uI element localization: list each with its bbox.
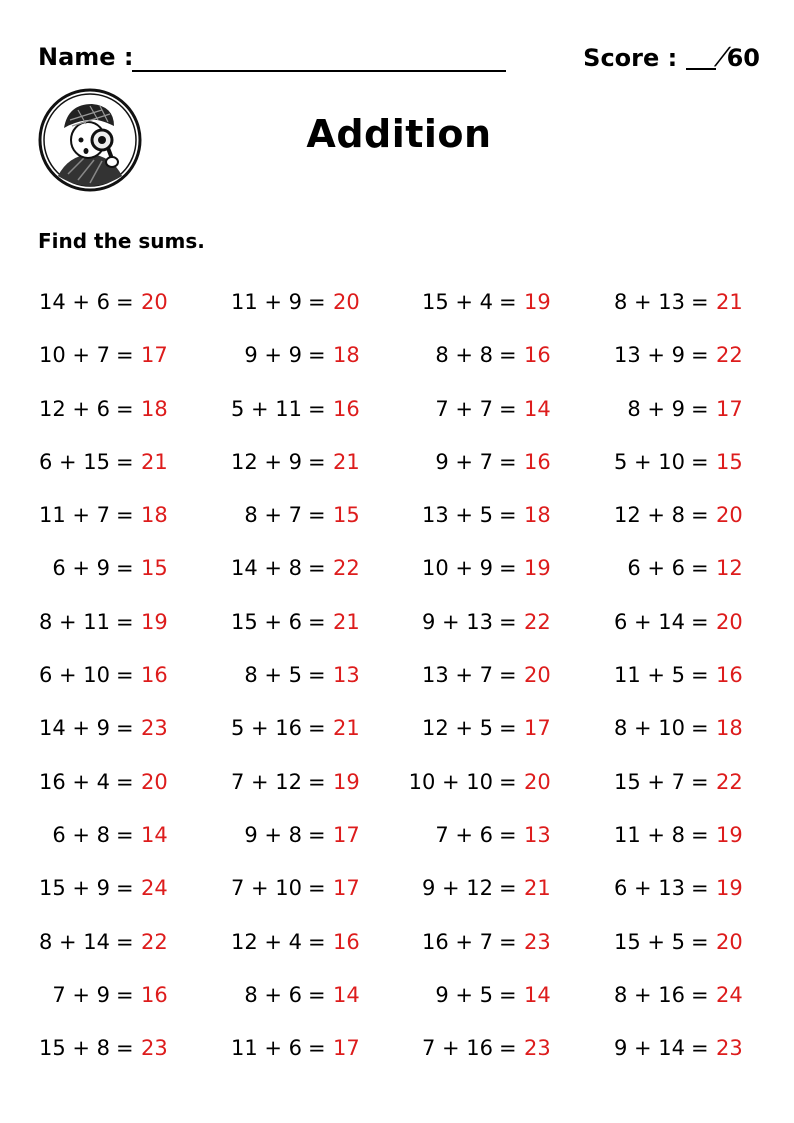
problem-answer: 14: [524, 396, 551, 421]
problem-answer: 13: [333, 663, 360, 688]
problem-answer: 17: [716, 396, 743, 421]
problem-item: [603, 545, 763, 591]
problem-item: [603, 652, 763, 698]
problem-expression: 8 + 14: [38, 929, 110, 954]
problem-item: [411, 332, 571, 378]
equals-sign: =: [691, 609, 709, 634]
problem-grid: [28, 279, 768, 1078]
problem-expression: 8 + 6: [244, 982, 302, 1007]
problem-expression: 8 + 7: [244, 503, 302, 528]
problem-item: [28, 332, 188, 378]
problem-item: [603, 972, 763, 1018]
problem-answer: 14: [333, 982, 360, 1007]
problem-expression: 15 + 4: [421, 290, 493, 314]
equals-sign: =: [308, 769, 326, 794]
problem-item: [220, 279, 380, 325]
equals-sign: =: [499, 396, 517, 421]
problem-item: [411, 705, 571, 751]
problem-answer: 20: [716, 929, 743, 954]
problem-answer: 23: [524, 1036, 551, 1061]
problem-expression: 10 + 7: [38, 343, 110, 368]
problem-expression: 9 + 13: [421, 609, 493, 634]
equals-sign: =: [116, 290, 134, 314]
problem-expression: 7 + 6: [435, 822, 493, 847]
problem-item: [220, 972, 380, 1018]
problem-item: [220, 492, 380, 538]
problem-answer: 19: [524, 290, 551, 314]
problem-answer: 18: [716, 716, 743, 741]
equals-sign: =: [499, 1036, 517, 1061]
equals-sign: =: [499, 503, 517, 528]
problem-answer: 18: [141, 396, 168, 421]
problem-item: [603, 279, 763, 325]
problem-expression: 8 + 10: [613, 716, 685, 741]
problem-answer: 19: [141, 609, 168, 634]
problem-item: [603, 1025, 763, 1071]
problem-item: [28, 279, 188, 325]
problem-item: [411, 439, 571, 485]
equals-sign: =: [691, 929, 709, 954]
equals-sign: =: [308, 290, 326, 314]
equals-sign: =: [499, 290, 517, 314]
equals-sign: =: [499, 343, 517, 368]
problem-answer: 21: [333, 609, 360, 634]
problem-answer: 23: [716, 1036, 743, 1061]
problem-item: [28, 865, 188, 911]
problem-expression: 10 + 9: [421, 556, 493, 581]
equals-sign: =: [499, 449, 517, 474]
score-total: 60: [726, 44, 760, 72]
problem-answer: 14: [524, 982, 551, 1007]
score-area: [583, 43, 760, 73]
equals-sign: =: [308, 503, 326, 528]
problem-item: [28, 759, 188, 805]
problem-item: [411, 386, 571, 432]
problem-expression: 7 + 12: [230, 769, 302, 794]
equals-sign: =: [499, 876, 517, 901]
equals-sign: =: [691, 396, 709, 421]
equals-sign: =: [308, 929, 326, 954]
equals-sign: =: [691, 503, 709, 528]
equals-sign: =: [116, 396, 134, 421]
equals-sign: =: [691, 663, 709, 688]
equals-sign: =: [308, 716, 326, 741]
problem-item: [603, 919, 763, 965]
problem-item: [220, 759, 380, 805]
problem-item: [411, 545, 571, 591]
equals-sign: =: [116, 982, 134, 1007]
equals-sign: =: [116, 449, 134, 474]
equals-sign: =: [499, 556, 517, 581]
equals-sign: =: [308, 663, 326, 688]
problem-expression: 6 + 8: [52, 822, 110, 847]
problem-row: [28, 279, 768, 332]
problem-row: [28, 1025, 768, 1078]
problem-answer: 13: [524, 822, 551, 847]
problem-answer: 16: [141, 663, 168, 688]
equals-sign: =: [116, 716, 134, 741]
problem-item: [603, 332, 763, 378]
problem-item: [28, 545, 188, 591]
name-label: Name :: [38, 43, 134, 71]
problem-row: [28, 972, 768, 1025]
problem-item: [603, 759, 763, 805]
problem-row: [28, 652, 768, 705]
problem-expression: 16 + 4: [38, 769, 110, 794]
problem-answer: 21: [333, 449, 360, 474]
problem-answer: 22: [716, 769, 743, 794]
problem-answer: 19: [716, 876, 743, 901]
equals-sign: =: [691, 290, 709, 314]
problem-row: [28, 865, 768, 918]
problem-answer: 18: [333, 343, 360, 368]
equals-sign: =: [116, 609, 134, 634]
problem-answer: 17: [524, 716, 551, 741]
equals-sign: =: [308, 556, 326, 581]
score-blank-line[interactable]: [686, 68, 716, 70]
problem-item: [220, 439, 380, 485]
problem-answer: 19: [716, 822, 743, 847]
problem-expression: 5 + 10: [613, 449, 685, 474]
problem-answer: 20: [333, 290, 360, 314]
problem-item: [603, 705, 763, 751]
problem-answer: 16: [524, 343, 551, 368]
problem-expression: 12 + 4: [230, 929, 302, 954]
problem-answer: 17: [333, 822, 360, 847]
problem-row: [28, 812, 768, 865]
equals-sign: =: [499, 716, 517, 741]
problem-answer: 20: [524, 769, 551, 794]
problem-row: [28, 759, 768, 812]
problem-answer: 20: [141, 290, 168, 314]
problem-row: [28, 545, 768, 598]
equals-sign: =: [691, 1036, 709, 1061]
problem-answer: 24: [141, 876, 168, 901]
problem-item: [603, 812, 763, 858]
problem-item: [220, 705, 380, 751]
problem-expression: 9 + 5: [435, 982, 493, 1007]
problem-item: [220, 652, 380, 698]
problem-expression: 9 + 7: [435, 449, 493, 474]
problem-expression: 9 + 14: [613, 1036, 685, 1061]
problem-answer: 17: [333, 1036, 360, 1061]
equals-sign: =: [691, 982, 709, 1007]
problem-expression: 6 + 13: [613, 876, 685, 901]
equals-sign: =: [691, 556, 709, 581]
problem-expression: 13 + 9: [613, 343, 685, 368]
problem-item: [220, 599, 380, 645]
header-row: [38, 40, 760, 80]
problem-item: [411, 812, 571, 858]
page-title: Addition: [306, 112, 492, 156]
problem-item: [603, 386, 763, 432]
problem-answer: 16: [141, 982, 168, 1007]
equals-sign: =: [499, 982, 517, 1007]
problem-answer: 16: [524, 449, 551, 474]
equals-sign: =: [308, 449, 326, 474]
equals-sign: =: [308, 396, 326, 421]
problem-answer: 21: [524, 876, 551, 901]
equals-sign: =: [499, 929, 517, 954]
problem-item: [220, 865, 380, 911]
equals-sign: =: [116, 822, 134, 847]
problem-item: [220, 386, 380, 432]
problem-answer: 16: [333, 396, 360, 421]
problem-answer: 15: [333, 503, 360, 528]
problem-answer: 18: [141, 503, 168, 528]
problem-expression: 14 + 9: [38, 716, 110, 741]
equals-sign: =: [691, 769, 709, 794]
problem-row: [28, 919, 768, 972]
problem-item: [220, 1025, 380, 1071]
problem-answer: 17: [141, 343, 168, 368]
problem-answer: 16: [333, 929, 360, 954]
equals-sign: =: [116, 503, 134, 528]
problem-item: [411, 865, 571, 911]
problem-item: [28, 386, 188, 432]
equals-sign: =: [116, 556, 134, 581]
problem-expression: 10 + 10: [408, 769, 493, 794]
problem-item: [603, 599, 763, 645]
problem-item: [408, 759, 571, 805]
equals-sign: =: [691, 876, 709, 901]
equals-sign: =: [499, 822, 517, 847]
score-label: Score :: [583, 44, 678, 72]
problem-expression: 6 + 10: [38, 663, 110, 688]
problem-row: [28, 386, 768, 439]
problem-item: [28, 492, 188, 538]
problem-row: [28, 599, 768, 652]
problem-expression: 8 + 9: [627, 396, 685, 421]
problem-item: [411, 972, 571, 1018]
problem-item: [411, 919, 571, 965]
problem-expression: 6 + 6: [627, 556, 685, 581]
problem-answer: 16: [716, 663, 743, 688]
problem-row: [28, 705, 768, 758]
problem-item: [220, 545, 380, 591]
problem-expression: 11 + 5: [613, 663, 685, 688]
problem-expression: 9 + 9: [244, 343, 302, 368]
problem-answer: 19: [524, 556, 551, 581]
problem-item: [603, 439, 763, 485]
problem-row: [28, 332, 768, 385]
problem-expression: 15 + 8: [38, 1036, 110, 1061]
problem-item: [603, 492, 763, 538]
problem-item: [411, 1025, 571, 1071]
equals-sign: =: [308, 876, 326, 901]
problem-answer: 21: [333, 716, 360, 741]
problem-expression: 12 + 5: [421, 716, 493, 741]
equals-sign: =: [308, 1036, 326, 1061]
problem-expression: 13 + 7: [421, 663, 493, 688]
problem-expression: 14 + 8: [230, 556, 302, 581]
problem-expression: 6 + 14: [613, 609, 685, 634]
problem-expression: 7 + 10: [230, 876, 302, 901]
problem-item: [28, 972, 188, 1018]
score-slash: ⁄: [717, 43, 728, 73]
problem-expression: 12 + 6: [38, 396, 110, 421]
equals-sign: =: [691, 449, 709, 474]
equals-sign: =: [116, 343, 134, 368]
problem-expression: 8 + 16: [613, 982, 685, 1007]
problem-answer: 19: [333, 769, 360, 794]
problem-item: [28, 919, 188, 965]
instructions: Find the sums.: [38, 229, 205, 253]
problem-answer: 18: [524, 503, 551, 528]
equals-sign: =: [308, 609, 326, 634]
problem-expression: 16 + 7: [421, 929, 493, 954]
problem-answer: 22: [524, 609, 551, 634]
equals-sign: =: [116, 929, 134, 954]
equals-sign: =: [308, 343, 326, 368]
problem-expression: 7 + 9: [52, 982, 110, 1007]
problem-answer: 21: [716, 290, 743, 314]
problem-item: [220, 332, 380, 378]
equals-sign: =: [499, 609, 517, 634]
problem-expression: 11 + 8: [613, 822, 685, 847]
problem-item: [28, 705, 188, 751]
equals-sign: =: [116, 769, 134, 794]
problem-item: [220, 919, 380, 965]
problem-expression: 12 + 8: [613, 503, 685, 528]
problem-answer: 23: [141, 1036, 168, 1061]
problem-expression: 11 + 6: [230, 1036, 302, 1061]
equals-sign: =: [308, 982, 326, 1007]
problem-expression: 7 + 7: [435, 396, 493, 421]
problem-expression: 13 + 5: [421, 503, 493, 528]
problem-answer: 20: [524, 663, 551, 688]
problem-answer: 15: [141, 556, 168, 581]
problem-answer: 15: [716, 449, 743, 474]
name-field-line[interactable]: [132, 70, 506, 72]
problem-item: [411, 279, 571, 325]
problem-row: [28, 492, 768, 545]
equals-sign: =: [116, 876, 134, 901]
problem-item: [220, 812, 380, 858]
problem-expression: 15 + 6: [230, 609, 302, 634]
equals-sign: =: [691, 716, 709, 741]
problem-answer: 20: [716, 503, 743, 528]
problem-expression: 11 + 9: [230, 290, 302, 314]
problem-answer: 24: [716, 982, 743, 1007]
problem-item: [603, 865, 763, 911]
problem-item: [411, 599, 571, 645]
problem-answer: 20: [141, 769, 168, 794]
problem-expression: 15 + 7: [613, 769, 685, 794]
problem-item: [28, 599, 188, 645]
problem-answer: 14: [141, 822, 168, 847]
problem-answer: 23: [141, 716, 168, 741]
problem-answer: 22: [333, 556, 360, 581]
problem-expression: 7 + 16: [421, 1036, 493, 1061]
problem-item: [411, 652, 571, 698]
problem-expression: 8 + 8: [435, 343, 493, 368]
problem-expression: 15 + 9: [38, 876, 110, 901]
problem-answer: 22: [716, 343, 743, 368]
problem-expression: 12 + 9: [230, 449, 302, 474]
equals-sign: =: [308, 822, 326, 847]
equals-sign: =: [116, 663, 134, 688]
problem-row: [28, 439, 768, 492]
equals-sign: =: [691, 343, 709, 368]
equals-sign: =: [499, 769, 517, 794]
problem-item: [28, 812, 188, 858]
problem-item: [28, 652, 188, 698]
problem-expression: 11 + 7: [38, 503, 110, 528]
problem-item: [411, 492, 571, 538]
equals-sign: =: [691, 822, 709, 847]
problem-expression: 15 + 5: [613, 929, 685, 954]
equals-sign: =: [499, 663, 517, 688]
problem-answer: 23: [524, 929, 551, 954]
problem-expression: 9 + 8: [244, 822, 302, 847]
problem-expression: 5 + 11: [230, 396, 302, 421]
problem-item: [28, 1025, 188, 1071]
problem-answer: 22: [141, 929, 168, 954]
problem-expression: 6 + 9: [52, 556, 110, 581]
equals-sign: =: [116, 1036, 134, 1061]
problem-answer: 12: [716, 556, 743, 581]
problem-expression: 8 + 11: [38, 609, 110, 634]
problem-expression: 6 + 15: [38, 449, 110, 474]
problem-item: [28, 439, 188, 485]
problem-answer: 17: [333, 876, 360, 901]
problem-expression: 9 + 12: [421, 876, 493, 901]
problem-answer: 20: [716, 609, 743, 634]
problem-answer: 21: [141, 449, 168, 474]
problem-expression: 5 + 16: [230, 716, 302, 741]
problem-expression: 8 + 5: [244, 663, 302, 688]
problem-expression: 8 + 13: [613, 290, 685, 314]
problem-expression: 14 + 6: [38, 290, 110, 314]
